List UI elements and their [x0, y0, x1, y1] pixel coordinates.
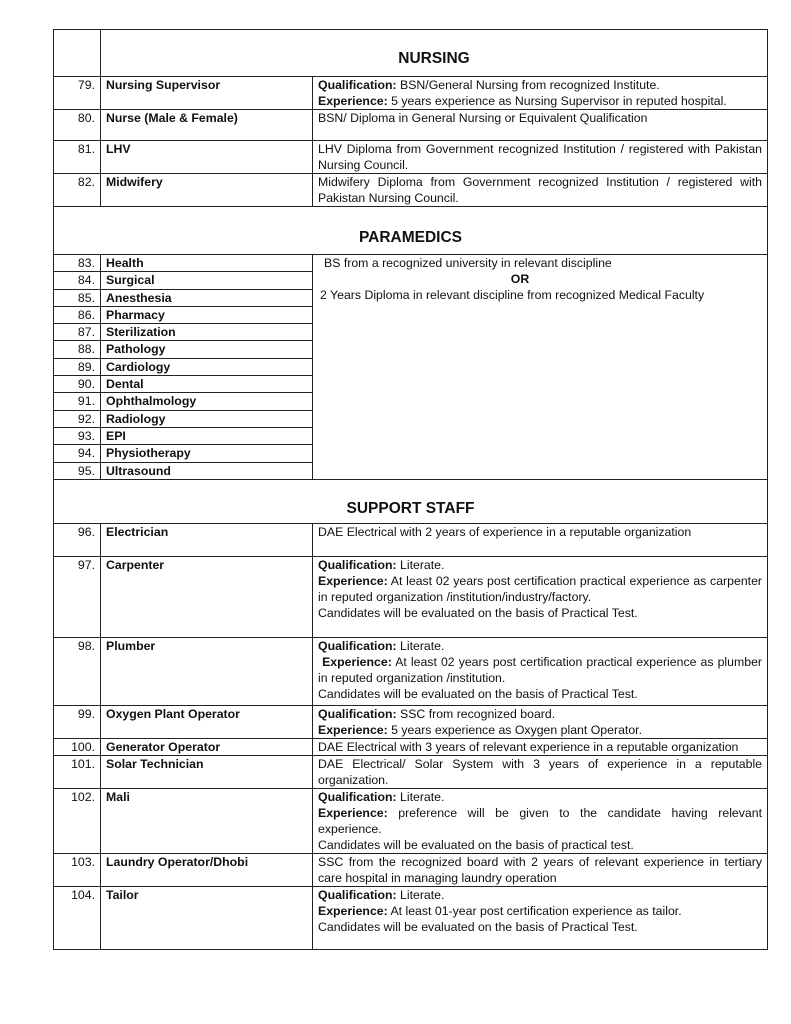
experience-label: Experience: [318, 805, 388, 820]
post-name: Ultrasound [101, 462, 313, 479]
paramedics-requirements [313, 255, 768, 480]
post-requirements [313, 77, 768, 110]
post-name: Radiology [101, 410, 313, 427]
qualification-label: Qualification: [318, 557, 397, 572]
row-number: 91. [54, 393, 101, 410]
paramedics-option-diploma: 2 Years Diploma in relevant discipline from recognized Medical Faculty [320, 288, 705, 302]
paramedics-option-bs: BS from a recognized university in relevant discipline [324, 256, 612, 270]
experience-text: 5 years experience as Nursing Supervisor in reputed hospital. [387, 94, 727, 108]
qualification-table [53, 29, 768, 950]
evaluation-note: Candidates will be evaluated on the basis of practical test. [318, 837, 634, 852]
row-number: 86. [54, 306, 101, 323]
qualification-label: Qualification: [318, 887, 397, 902]
experience-label: Experience: [318, 573, 388, 588]
table-row [54, 738, 768, 755]
or-label: OR [510, 272, 530, 286]
experience-text: 5 years experience as Oxygen plant Operator. [387, 722, 642, 737]
section-header-nursing [54, 30, 768, 77]
row-number: 98. [54, 637, 101, 705]
experience-text: At least 02 years post certification practical experience as plumber in reputed organization /institution. [318, 654, 763, 685]
qualification-text: BSN/General Nursing from recognized Institute. [396, 78, 660, 92]
post-name: Solar Technician [101, 755, 313, 788]
row-number: 95. [54, 462, 101, 479]
row-number: 83. [54, 255, 101, 272]
post-name: Oxygen Plant Operator [101, 705, 313, 738]
row-number: 87. [54, 324, 101, 341]
post-requirements: DAE Electrical with 2 years of experience in a reputable organization [313, 523, 768, 556]
post-name: Plumber [101, 637, 313, 705]
job-qualification-document [53, 29, 767, 950]
experience-label: Experience: [318, 722, 388, 737]
experience-text: At least 01-year post certification experience as tailor. [387, 903, 682, 918]
table-row [54, 77, 768, 110]
post-requirements: LHV Diploma from Government recognized Institution / registered with Pakistan Nursing Council. [313, 141, 768, 174]
row-number: 103. [54, 853, 101, 886]
row-number: 100. [54, 738, 101, 755]
table-row [54, 637, 768, 705]
qualification-label: Qualification: [318, 789, 397, 804]
experience-text: At least 02 years post certification practical experience as carpenter in reputed organization /institution/industry/factory. [318, 573, 763, 604]
section-header-support-staff [54, 479, 768, 523]
row-number: 104. [54, 886, 101, 949]
post-name: LHV [101, 141, 313, 174]
post-name: Nurse (Male & Female) [101, 110, 313, 141]
post-requirements: SSC from the recognized board with 2 years of relevant experience in tertiary care hospital in managing laundry operation [313, 853, 768, 886]
post-requirements [313, 886, 768, 949]
post-name: Health [101, 255, 313, 272]
table-row [54, 255, 768, 272]
post-name: Anesthesia [101, 289, 313, 306]
qualification-label: Qualification: [318, 638, 397, 653]
row-number: 85. [54, 289, 101, 306]
evaluation-note: Candidates will be evaluated on the basis of Practical Test. [318, 605, 638, 620]
row-number: 101. [54, 755, 101, 788]
row-number: 92. [54, 410, 101, 427]
experience-label: Experience: [318, 903, 388, 918]
row-number: 80. [54, 110, 101, 141]
evaluation-note: Candidates will be evaluated on the basis of Practical Test. [318, 686, 638, 701]
post-requirements: Midwifery Diploma from Government recognized Institution / registered with Pakistan Nursing Council. [313, 174, 768, 207]
row-number: 84. [54, 272, 101, 289]
qualification-label: Qualification: [318, 706, 397, 721]
row-number: 94. [54, 445, 101, 462]
post-requirements [313, 637, 768, 705]
qualification-text: Literate. [396, 789, 445, 804]
row-number: 96. [54, 523, 101, 556]
evaluation-note: Candidates will be evaluated on the basis of Practical Test. [318, 919, 638, 934]
post-name: Tailor [101, 886, 313, 949]
post-name: Laundry Operator/Dhobi [101, 853, 313, 886]
table-row [54, 705, 768, 738]
row-number: 79. [54, 77, 101, 110]
section-title-paramedics: PARAMEDICS [54, 207, 768, 255]
post-requirements [313, 556, 768, 637]
qualification-text: Literate. [396, 638, 445, 653]
row-number: 99. [54, 705, 101, 738]
table-row [54, 788, 768, 853]
post-name: Generator Operator [101, 738, 313, 755]
post-requirements [313, 705, 768, 738]
table-row [54, 755, 768, 788]
post-name: Nursing Supervisor [101, 77, 313, 110]
row-number: 82. [54, 174, 101, 207]
post-requirements: DAE Electrical with 3 years of relevant experience in a reputable organization [313, 738, 768, 755]
post-name: Sterilization [101, 324, 313, 341]
section-title-support-staff: SUPPORT STAFF [54, 479, 768, 523]
post-name: Electrician [101, 523, 313, 556]
experience-label: Experience: [322, 654, 392, 669]
post-name: Pathology [101, 341, 313, 358]
qualification-label: Qualification: [318, 78, 397, 92]
row-number: 102. [54, 788, 101, 853]
row-number: 81. [54, 141, 101, 174]
post-name: Carpenter [101, 556, 313, 637]
table-row [54, 886, 768, 949]
post-name: Surgical [101, 272, 313, 289]
section-header-paramedics [54, 207, 768, 255]
section-title-nursing: NURSING [101, 30, 768, 77]
post-name: Ophthalmology [101, 393, 313, 410]
table-row [54, 556, 768, 637]
post-name: EPI [101, 427, 313, 444]
post-name: Pharmacy [101, 306, 313, 323]
table-row [54, 110, 768, 141]
post-name: Dental [101, 376, 313, 393]
post-name: Mali [101, 788, 313, 853]
table-row [54, 141, 768, 174]
qualification-text: SSC from recognized board. [396, 706, 556, 721]
row-number: 89. [54, 358, 101, 375]
qualification-text: Literate. [396, 887, 445, 902]
experience-label: Experience: [318, 94, 388, 108]
post-name: Physiotherapy [101, 445, 313, 462]
post-requirements: DAE Electrical/ Solar System with 3 years of experience in a reputable organization. [313, 755, 768, 788]
table-row [54, 174, 768, 207]
qualification-text: Literate. [396, 557, 445, 572]
post-name: Cardiology [101, 358, 313, 375]
table-row [54, 853, 768, 886]
post-requirements: BSN/ Diploma in General Nursing or Equivalent Qualification [313, 110, 768, 141]
row-number: 97. [54, 556, 101, 637]
row-number: 88. [54, 341, 101, 358]
row-number: 93. [54, 427, 101, 444]
experience-text: preference will be given to the candidate having relevant experience. [318, 805, 763, 836]
post-name: Midwifery [101, 174, 313, 207]
table-row [54, 523, 768, 556]
post-requirements [313, 788, 768, 853]
row-number: 90. [54, 376, 101, 393]
